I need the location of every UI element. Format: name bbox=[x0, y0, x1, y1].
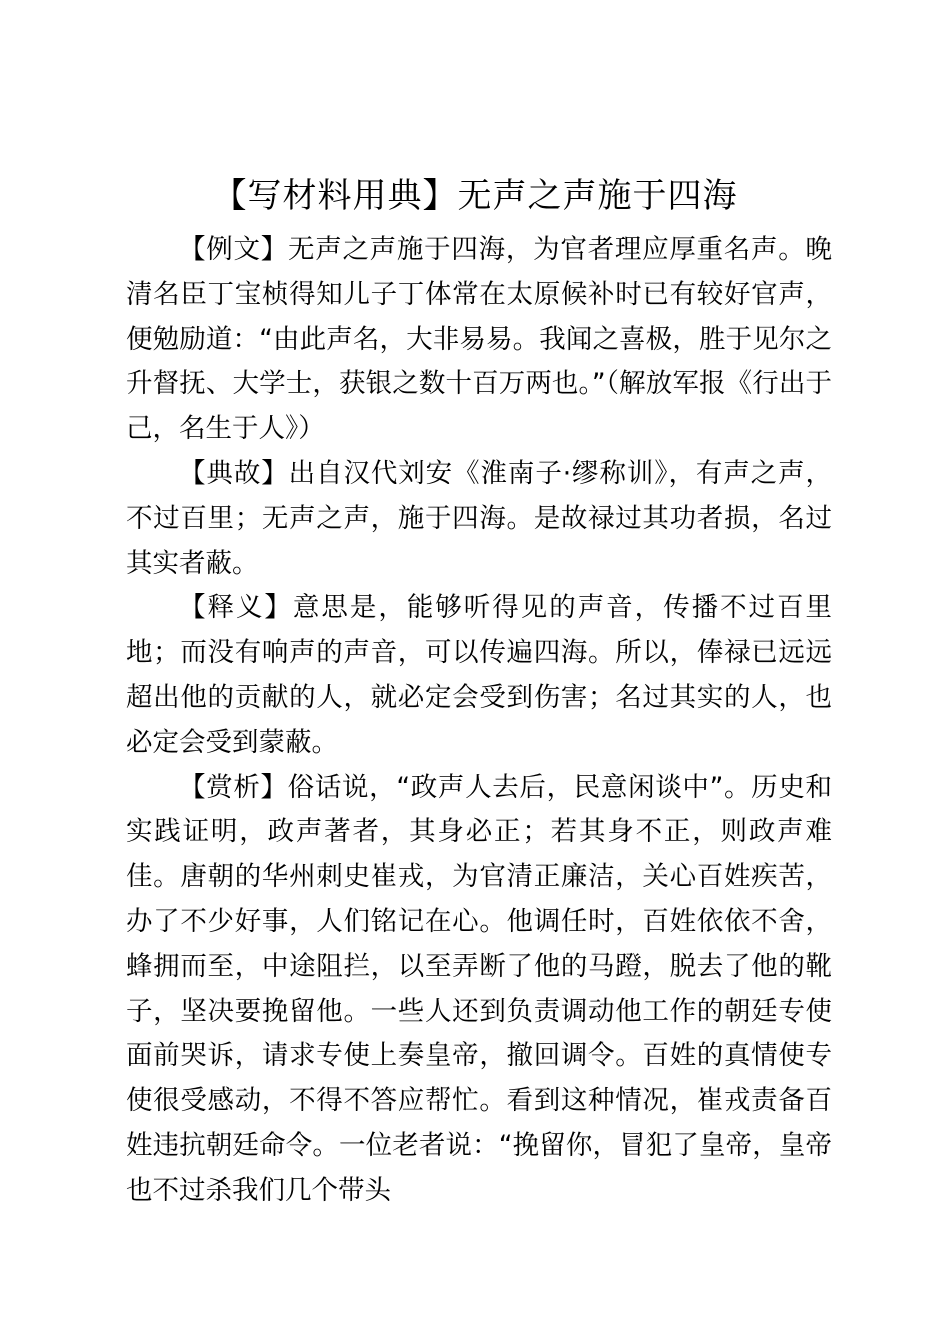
paragraph-example-label: 【例文】 bbox=[179, 234, 288, 265]
paragraph-allusion-text: 出自汉代刘安《淮南子·缪称训》，有声之声，不过百里；无声之声，施于四海。是故禄过其功者损，名过其实者蔽。 bbox=[126, 457, 832, 579]
paragraph-meaning bbox=[126, 586, 832, 765]
document-title: 【写材料用典】无声之声施于四海 bbox=[212, 176, 738, 216]
paragraph-example-text: 无声之声施于四海，为官者理应厚重名声。晚清名臣丁宝桢得知儿子丁体常在太原候补时已有较好官声，便勉励道：“由此声名，大非易易。我闻之喜极，胜于见尔之升督抚、大学士，获银之数十百万两也。”（解放军报《行出于己，名生于人》） bbox=[126, 234, 833, 445]
paragraph-appreciation bbox=[126, 766, 832, 1214]
document-body bbox=[126, 228, 832, 1214]
paragraph-meaning-text: 意思是，能够听得见的声音，传播不过百里地；而没有响声的声音，可以传遍四海。所以，俸禄已远远超出他的贡献的人，就必定会受到伤害；名过其实的人，也必定会受到蒙蔽。 bbox=[126, 592, 833, 758]
paragraph-allusion-label: 【典故】 bbox=[179, 457, 289, 489]
paragraph-allusion bbox=[126, 452, 832, 586]
paragraph-meaning-label: 【释义】 bbox=[179, 592, 293, 624]
paragraph-appreciation-text: 俗话说，“政声人去后，民意闲谈中”。历史和实践证明，政声著者，其身必正；若其身不正，则政声难佳。唐朝的华州刺史崔戎，为官清正廉洁，关心百姓疾苦，办了不少好事，人们铭记在心。他调任时，百姓依依不舍，蜂拥而至，中途阻拦，以至弄断了他的马蹬，脱去了他的靴子，坚决要挽留他。一些人还到负责调动他工作的朝廷专使面前哭诉，请求专使上奏皇帝，撤回调令。百姓的真情使专使很受感动，不得不答应帮忙。看到这种情况，崔戎责备百姓违抗朝廷命令。一位老者说：“挽留你，冒犯了皇帝，皇帝也不过杀我们几个带头 bbox=[126, 771, 832, 1206]
paragraph-example bbox=[126, 228, 832, 452]
paragraph-appreciation-label: 【赏析】 bbox=[179, 771, 288, 803]
